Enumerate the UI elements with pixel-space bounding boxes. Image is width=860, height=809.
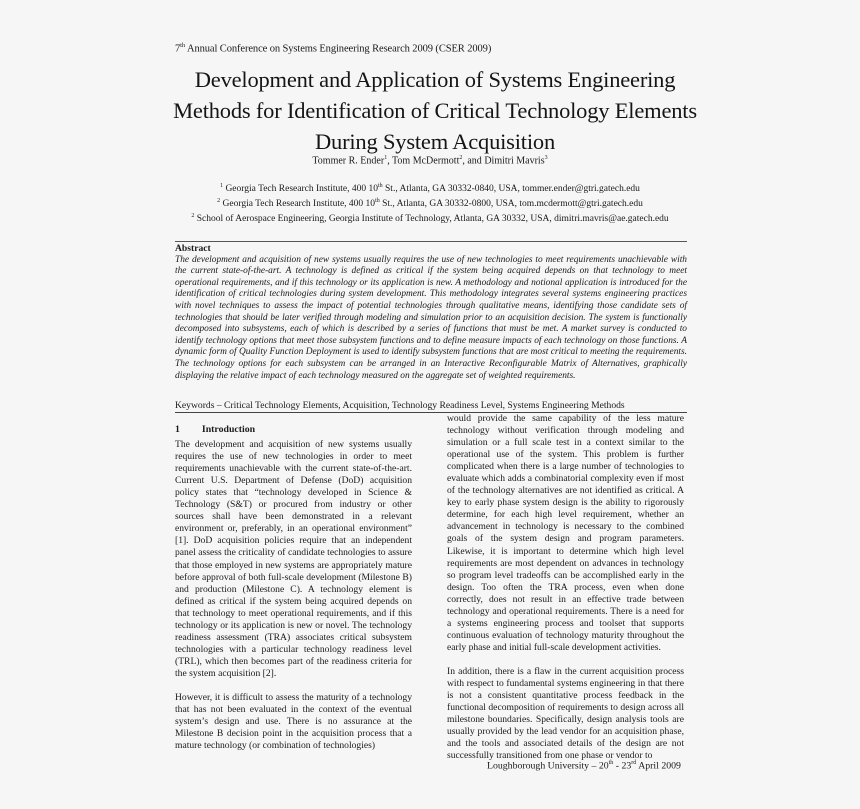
running-header-text: Annual Conference on Systems Engineering Research 2009 (CSER 2009)	[185, 43, 492, 55]
running-header-ordinal: th	[180, 42, 186, 49]
author-affil-marker: 2	[459, 155, 463, 161]
affiliation-marker: 2	[191, 213, 195, 220]
page-footer	[487, 760, 681, 771]
running-header	[175, 42, 491, 55]
abstract-block	[175, 243, 687, 382]
keywords-line: Keywords – Critical Technology Elements, Acquisition, Technology Readiness Level, Systems Engineering Methods	[175, 400, 687, 413]
right-column	[447, 413, 684, 762]
affiliation	[160, 180, 700, 195]
body-paragraph: would provide the same capability of the less mature technology without verification through modeling and simulation or a full scale test in a context similar to the operational use of the system. This problem is further complicated when there is a large number of technologies to evaluate which adds a combinatorial complexity even if most of the technology alternatives are not identified as critical. A key to early phase system design is the ability to rigorously determine, for each high level requirement, whether an advancement in technology is necessary to the combined goals of the system design and program parameters. Likewise, it is important to determine which high level requirements are most dependent on advances in technology so program level tradeoffs can be accomplished early in the design. Too often the TRA process, even when done correctly, does not result in an effective trade between technology and operational requirements. There is a need for a systems engineering process and toolset that supports continuous evaluation of technology maturity throughout the early phase and initial full-scale development activities.	[447, 413, 684, 653]
author-separator: , and	[462, 155, 485, 167]
author-affil-marker: 3	[544, 155, 548, 161]
affiliation-text: St., Atlanta, GA 30332-0840, USA, tommer.ender@gtri.gatech.edu	[382, 184, 640, 195]
ordinal-suffix: rd	[631, 760, 637, 766]
body-paragraph: The development and acquisition of new systems usually requires the use of new technologies in order to meet requirements unachievable with the current state-of-the-art. Current U.S. Department of Defense (DoD) acquisition policy states that “technology developed in Science & Technology (S&T) or procured from industry or other sources shall have been demonstrated in a relevant environment or, preferably, in an operational environment” [1]. DoD acquisition policies require that an independent panel assess the criticality of candidate technologies to assure that those employed in new systems are appropriately mature before approval of both full-scale development (Milestone B) and production (Milestone C). A technology element is defined as critical if the system being acquired depends on that technology to meet operational requirements, and if this technology or its application is new or novel. The technology readiness assessment (TRA) associates critical subsystem technologies with a particular technology readiness level (TRL), which then becomes part of the readiness criteria for the system acquisition [2].	[175, 439, 412, 679]
body-paragraph: In addition, there is a flaw in the current acquisition process with respect to fundamental systems engineering in that there is not a consistent quantitative process feedback in the functional decomposition of requirements to design across all milestone boundaries. Specifically, design analysis tools are usually provided by the lead vendor for an acquisition phase, and the tools and associated details of the design are not successfully transitioned from one phase or vendor to	[447, 665, 684, 762]
affiliation-text: Georgia Tech Research Institute, 400 10	[223, 184, 378, 195]
affiliation-list	[160, 180, 700, 225]
affiliation-text: St., Atlanta, GA 30332-0800, USA, tom.mcdermott@gtri.gatech.edu	[379, 199, 643, 210]
left-column	[175, 424, 412, 752]
author-name: Tommer R. Ender	[312, 155, 385, 167]
section-title: Introduction	[201, 424, 256, 435]
affiliation-marker: 2	[217, 198, 221, 205]
affiliation-text: Georgia Tech Research Institute, 400 10	[220, 199, 376, 210]
author-affil-marker: 1	[384, 155, 388, 161]
footer-text: Loughborough University – 20	[487, 760, 609, 772]
abstract-top-rule	[175, 241, 687, 242]
body-paragraph: However, it is difficult to assess the maturity of a technology that has not been evaluated in the context of the eventual system’s design and use. There is no assurance at the Milestone B decision point in the acquisition process that a mature technology (or combination of technologies)	[175, 691, 412, 752]
affiliation-text: School of Aerospace Engineering, Georgia Institute of Technology, Atlanta, GA 30332, USA, dimitri.mavris@ae.gatech.edu	[194, 214, 669, 225]
affiliation	[160, 210, 700, 225]
author-separator: ,	[387, 155, 393, 167]
section-number: 1	[175, 424, 180, 435]
author-name: Tom McDermott	[392, 155, 460, 167]
running-header-number: 7	[175, 43, 181, 55]
ordinal-suffix: th	[377, 183, 383, 189]
affiliation	[160, 195, 700, 210]
author-list	[170, 155, 690, 166]
abstract-text: The development and acquisition of new systems usually requires the use of new technologies to meet requirements unachievable with the current state-of-the-art. A technology is defined as critical if the system being acquired depends on that technology to meet operational requirements, and if this technology or its application is new. A methodology and notional application is introduced for the identification of critical technologies during system development. This methodology integrates several systems engineering practices with novel techniques to assess the impact of potential technologies through qualitative means, identifying those candidate sets of technologies that should be later verified through modeling and simulation prior to an acquisition decision. The system is functionally decomposed into subsystems, each of which is described by a series of functions that must be met. A market survey is conducted to identify technology options that meet those subsystem functions and to define measure impacts of each technology on those functions. A dynamic form of Quality Function Deployment is used to identify subsystem functions that are most critical to meeting the requirements. The technology options for each subsystem can be arranged in an Interactive Reconfigurable Matrix of Alternatives, graphically displaying the relative impact of each technology measured on the aggregate set of weighted requirements.	[175, 254, 687, 381]
footer-text: April 2009	[636, 760, 681, 772]
ordinal-suffix: th	[375, 198, 380, 205]
affiliation-marker: 1	[220, 183, 224, 189]
abstract-heading: Abstract	[175, 243, 211, 254]
paper-title: Development and Application of Systems Engineering Methods for Identification of Critical Technology Elements During System Acquisition	[173, 67, 697, 154]
section-heading	[175, 424, 412, 436]
author-name: Dimitri Mavris	[484, 155, 545, 167]
ordinal-suffix: th	[608, 760, 614, 766]
footer-text: - 23	[613, 760, 632, 772]
